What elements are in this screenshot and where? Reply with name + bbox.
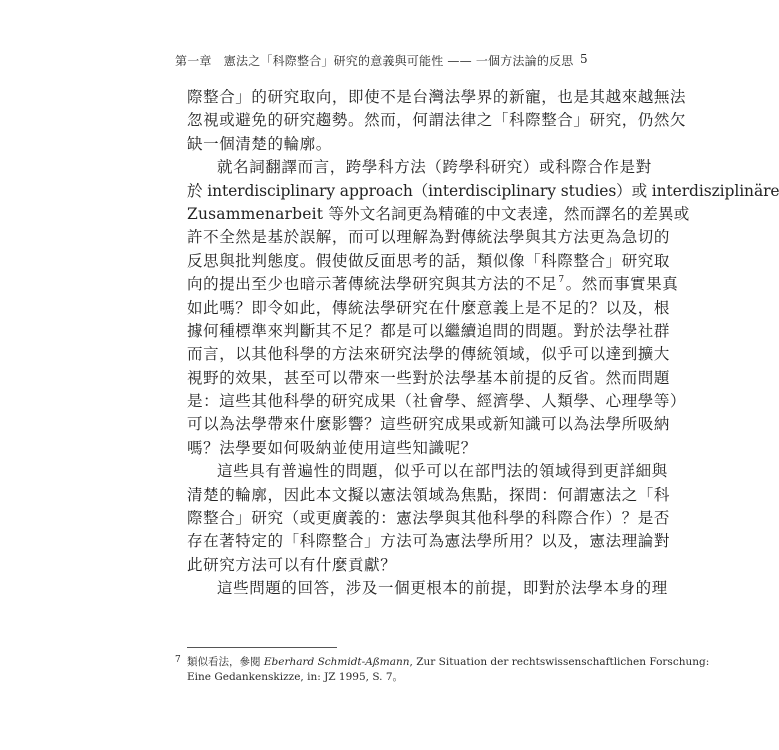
text-line: 清楚的輪廓，因此本文擬以憲法領域為焦點，探問：何謂憲法之「科 [187,485,671,504]
text-line: 許不全然是基於誤解，而可以理解為對傳統法學與其方法更為急切的 [187,228,671,247]
text-line: 缺一個清楚的輪廓。 [187,134,332,153]
text-line: 如此嗎？即令如此，傳統法學研究在什麼意義上是不足的？以及，根 [187,298,671,317]
text-line: 此研究方法可以有什麼貢獻？ [187,555,397,574]
footnote-author: Eberhard Schmidt-Aßmann [263,656,410,668]
text-line: 可以為法學帶來什麼影響？這些研究成果或新知識可以為法學所吸納 [187,415,671,434]
text-line: 際整合」的研究取向，即使不是台灣法學界的新寵，也是其越來越無法 [187,88,687,106]
text-line: 視野的效果，甚至可以帶來一些對於法學基本前提的反省。然而問題 [187,368,671,387]
text-segment: 。然而事實果真 [565,275,679,294]
text-line: 是：這些其他科學的研究成果（社會學、經濟學、人類學、心理學等） [187,392,687,411]
text-line: 嗎？法學要如何吸納並使用這些知識呢？ [187,438,477,457]
footnote-number: 7 [175,655,181,665]
footnote-line: Eine Gedankenskizze, in: JZ 1995, S. 7。 [187,671,403,683]
text-line: 忽視或避免的研究趨勢。然而，何謂法律之「科際整合」研究，仍然欠 [187,111,687,130]
paragraph-first-line: 就名詞翻譯而言，跨學科方法（跨學科研究）或科際合作是對 [217,158,652,177]
text-segment: 向的提出至少也暗示著傳統法學研究與其方法的不足 [187,275,558,294]
text-line: 於 interdisciplinary approach（interdisciplinary studies）或 interdisziplinäre [187,181,779,200]
body-text [187,86,779,601]
text-line: 反思與批判態度。假使做反面思考的話，類似像「科際整合」研究取 [187,251,671,270]
footnote [175,655,710,685]
footnote-line [187,655,710,670]
footnote-citation: , Zur Situation der rechtswissenschaftlichen Forschung: [409,656,710,668]
footnote-reference[interactable]: 7 [558,275,565,286]
paragraph-first-line: 這些具有普遍性的問題，似乎可以在部門法的領域得到更詳細與 [217,462,668,481]
footnote-divider [187,647,337,648]
text-line: 存在著特定的「科際整合」方法可為憲法學所用？以及，憲法理論對 [187,532,671,551]
text-line: 際整合」研究（或更廣義的：憲法學與其他科學的科際合作）？是否 [187,509,671,528]
text-line: 據何種標準來判斷其不足？都是可以繼續追問的問題。對於法學社群 [187,321,671,340]
text-line: Zusammenarbeit 等外文名詞更為精確的中文表達，然而譯名的差異或 [187,204,690,223]
text-line-with-footnote [187,273,679,296]
text-line: 而言，以其他科學的方法來研究法學的傳統領域，似乎可以達到擴大 [187,345,671,364]
footnote-lead: 類似看法，參閱 [187,656,261,668]
page-number: 5 [580,52,588,66]
paragraph-first-line: 這些問題的回答，涉及一個更根本的前提，即對於法學本身的理 [217,579,668,598]
running-header-title: 第一章 憲法之「科際整合」研究的意義與可能性 —— 一個方法論的反思 [175,54,574,68]
